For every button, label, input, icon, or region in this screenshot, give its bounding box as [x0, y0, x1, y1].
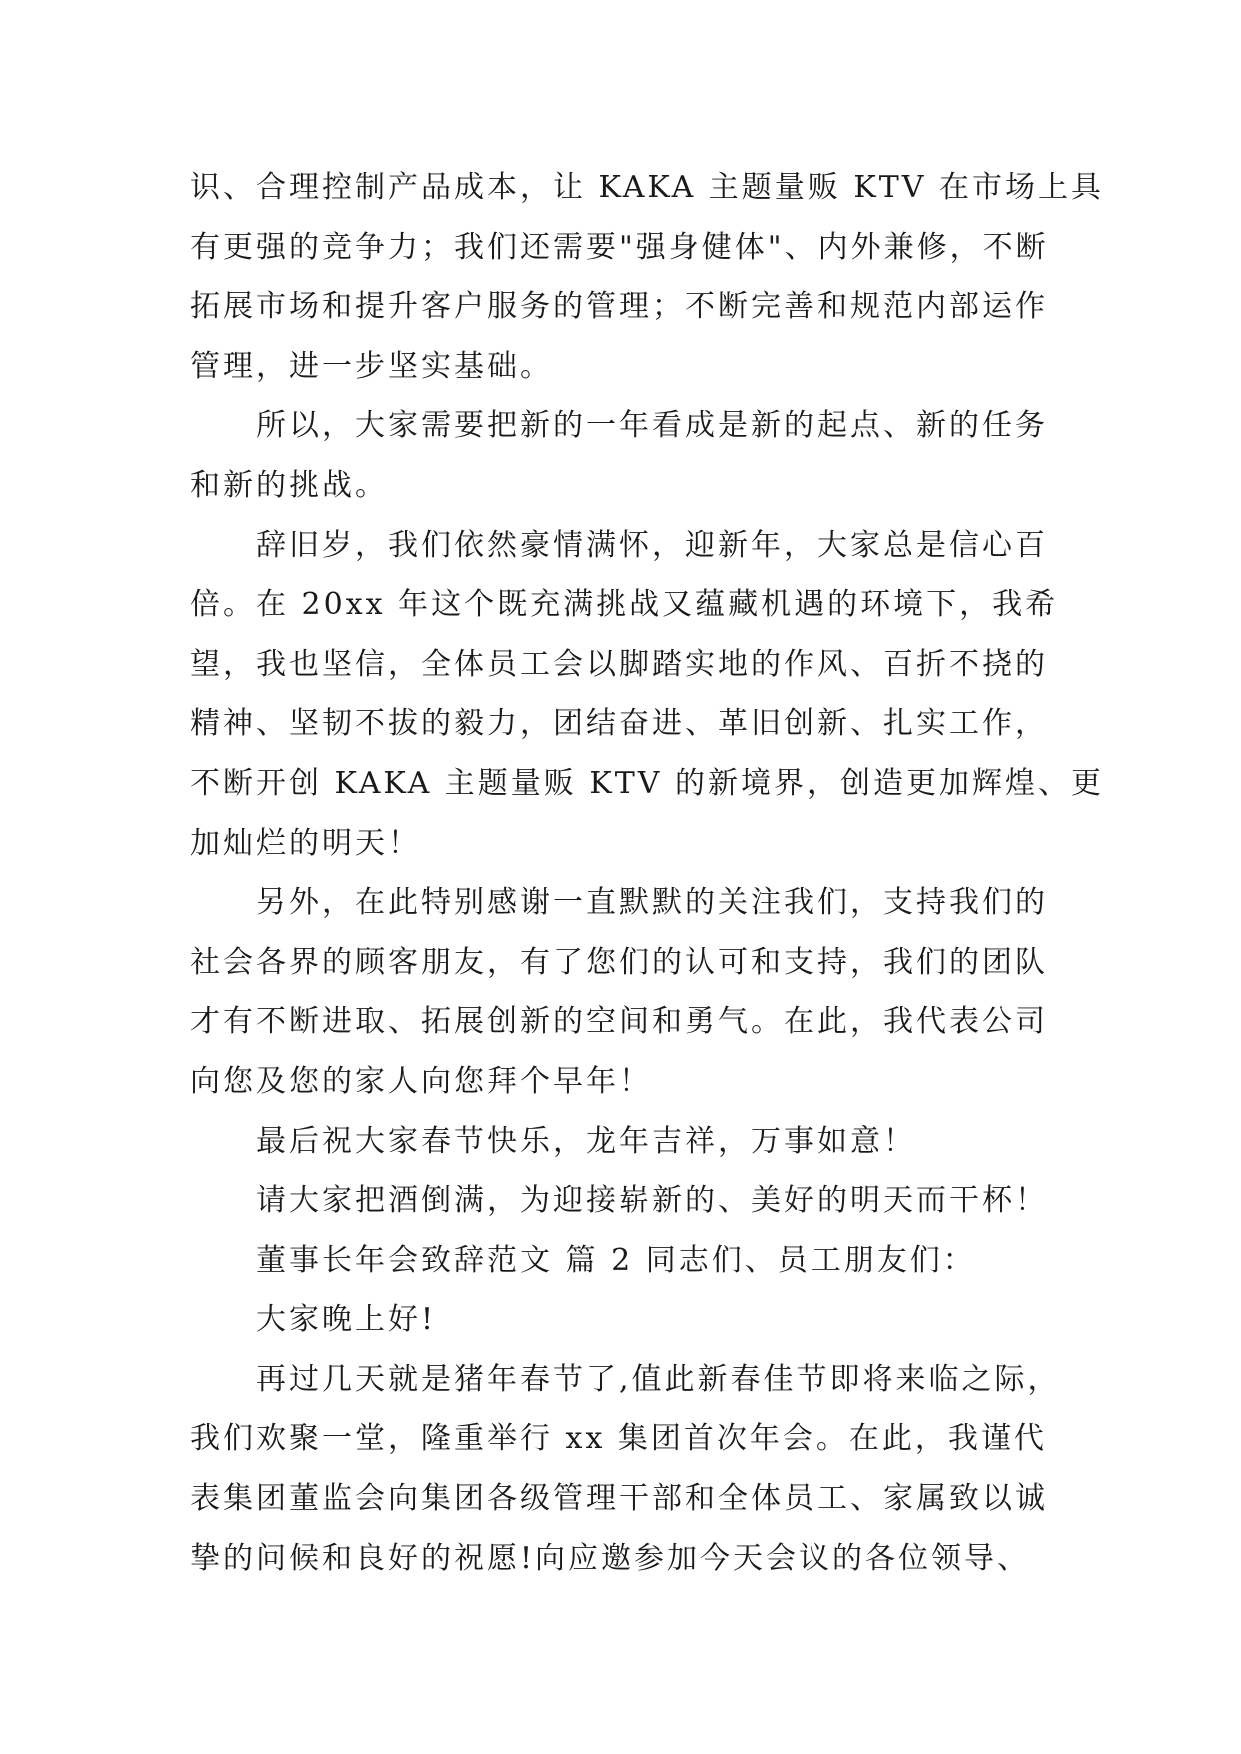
paragraph-start-line: 最后祝大家春节快乐，龙年吉祥，万事如意！: [256, 1123, 916, 1159]
text-line: 精神、坚韧不拔的毅力，团结奋进、革旧创新、扎实工作，: [190, 706, 1048, 742]
text-line: 望，我也坚信，全体员工会以脚踏实地的作风、百折不挠的: [190, 646, 1048, 682]
text-line: 识、合理控制产品成本，让 KAKA 主题量贩 KTV 在市场上具: [190, 170, 1104, 205]
text-line: 和新的挑战。: [190, 467, 388, 503]
text-line: 拓展市场和提升客户服务的管理；不断完善和规范内部运作: [190, 289, 1048, 325]
paragraph-start-line: 另外，在此特别感谢一直默默的关注我们，支持我们的: [256, 885, 1048, 921]
text-line: 社会各界的顾客朋友，有了您们的认可和支持，我们的团队: [190, 944, 1048, 980]
text-line: 我们欢聚一堂，隆重举行 xx 集团首次年会。在此，我谨代: [190, 1421, 1047, 1457]
paragraph-start-line: 再过几天就是猪年春节了,值此新春佳节即将来临之际，: [256, 1361, 1061, 1397]
text-line: 向您及您的家人向您拜个早年！: [190, 1063, 652, 1099]
text-line: 不断开创 KAKA 主题量贩 KTV 的新境界，创造更加辉煌、更: [190, 765, 1104, 801]
greeting-line: 大家晚上好!: [256, 1302, 437, 1338]
paragraph-start-line: 请大家把酒倒满，为迎接崭新的、美好的明天而干杯！: [256, 1183, 1048, 1219]
text-line: 有更强的竞争力；我们还需要"强身健体"、内外兼修，不断: [190, 229, 1049, 265]
text-line: 加灿烂的明天！: [190, 825, 421, 861]
text-line: 管理，进一步坚实基础。: [190, 348, 553, 384]
text-line: 才有不断进取、拓展创新的空间和勇气。在此，我代表公司: [190, 1004, 1048, 1040]
text-line: 表集团董监会向集团各级管理干部和全体员工、家属致以诚: [190, 1481, 1048, 1517]
paragraph-start-line: 所以，大家需要把新的一年看成是新的起点、新的任务: [256, 408, 1048, 444]
text-line: 挚的问候和良好的祝愿!向应邀参加今天会议的各位领导、: [190, 1540, 1031, 1576]
text-line: 倍。在 20xx 年这个既充满挑战又蕴藏机遇的环境下，我希: [190, 587, 1059, 623]
paragraph-start-line: 辞旧岁，我们依然豪情满怀，迎新年，大家总是信心百: [256, 527, 1048, 563]
document-body: [190, 158, 1104, 1588]
section-heading-line: 董事长年会致辞范文 篇 2 同志们、员工朋友们：: [256, 1242, 976, 1278]
